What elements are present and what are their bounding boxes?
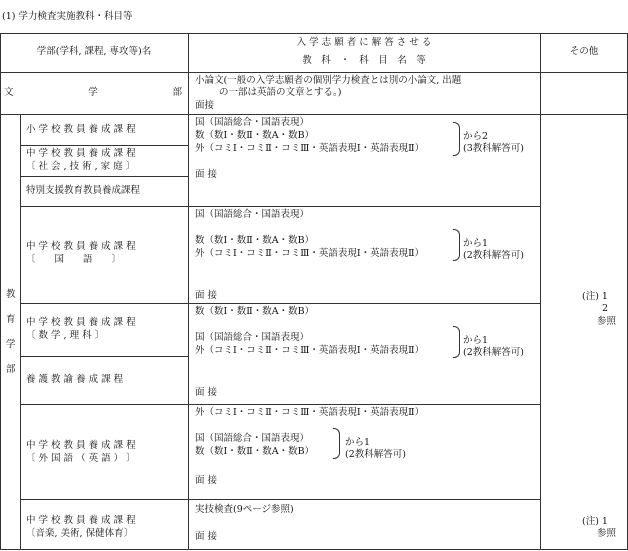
header-department-name: 学部(学科, 課程, 専攻等)名 — [36, 46, 152, 57]
kyoiku-char-2: 育 — [6, 314, 16, 325]
b-subject-japanese: 国（国語総合・国語表現） — [195, 209, 310, 220]
course-junior-japanese-l1: 中 学 校 教 員 養 成 課 程 — [26, 241, 136, 252]
b-subject-math: 数（数Ⅰ・数Ⅱ・数A・数B） — [195, 235, 315, 246]
e-practical-exam: 実技検査(9ページ参照) — [195, 504, 294, 515]
header-other: その他 — [569, 46, 599, 57]
a-interview: 面 接 — [195, 169, 218, 180]
course-special-support: 特別支援教育教員養成課程 — [26, 185, 141, 196]
a-subject-english: 外（コミⅠ・コミⅡ・コミⅢ・英語表現Ⅰ・英語表現Ⅱ） — [195, 143, 425, 154]
remark-see-e: 参照 — [597, 528, 617, 539]
course-junior-math-l1: 中 学 校 教 員 養 成 課 程 — [26, 317, 136, 328]
c-interview: 面 接 — [195, 387, 218, 398]
course-junior-social-l1: 中 学 校 教 員 養 成 課 程 — [26, 148, 136, 159]
d-subject-japanese: 国（国語総合・国語表現） — [195, 433, 310, 444]
b-choose: から1 — [463, 238, 489, 249]
kyoiku-char-3: 学 — [6, 339, 16, 350]
course-junior-arts-l1: 中 学 校 教 員 養 成 課 程 — [26, 515, 136, 526]
a-subject-math: 数（数Ⅰ・数Ⅱ・数A・数B） — [195, 130, 315, 141]
remark-note-1: (注) 1 — [582, 291, 608, 302]
a-choose: から2 — [463, 131, 489, 142]
header-subjects-line1: 入 学 志 願 者 に 解 答 さ せ る — [296, 37, 432, 48]
c-note: (2教科解答可) — [463, 347, 524, 358]
bungakubu-name: 文 学 部 — [4, 87, 182, 98]
bungakubu-essay-line2: の一部は英語の文章とする。) — [219, 87, 342, 98]
c-subject-japanese: 国（国語総合・国語表現） — [195, 332, 310, 343]
header-subjects-line2: 教 科 ・ 科 目 名 等 — [302, 55, 426, 66]
course-junior-arts-l2: 〔音楽, 美術, 保健体育〕 — [26, 528, 134, 539]
b-interview: 面 接 — [195, 290, 218, 301]
b-note: (2教科解答可) — [463, 250, 524, 261]
remark-note-2: 2 — [602, 303, 609, 314]
d-note: (2教科解答可) — [345, 449, 406, 460]
course-junior-social-l2: 〔 社 会 , 技 術 , 家 庭 〕 — [26, 161, 136, 172]
e-interview: 面 接 — [195, 531, 218, 542]
kyoiku-char-1: 教 — [6, 289, 16, 300]
course-junior-math-l2: 〔 数 学 , 理 科 〕 — [26, 330, 105, 341]
remark-note-e: (注) 1 — [582, 516, 608, 527]
c-subject-math: 数（数Ⅰ・数Ⅱ・数A・数B） — [195, 306, 315, 317]
b-subject-english: 外（コミⅠ・コミⅡ・コミⅢ・英語表現Ⅰ・英語表現Ⅱ） — [195, 248, 425, 259]
c-brace — [453, 326, 460, 358]
course-junior-english-l2: 〔 外 国 語 （ 英 語 ） 〕 — [26, 453, 136, 464]
course-junior-japanese-l2: 〔 国 語 〕 — [26, 254, 122, 265]
course-junior-english-l1: 中 学 校 教 員 養 成 課 程 — [26, 440, 136, 451]
a-subject-japanese: 国（国語総合・国語表現） — [195, 117, 310, 128]
bungakubu-essay-line1: 小論文(一般の入学志願者の個別学力検査とは別の小論文, 出題 — [195, 75, 462, 86]
a-note: (3教科解答可) — [463, 143, 524, 154]
c-subject-english: 外（コミⅠ・コミⅡ・コミⅢ・英語表現Ⅰ・英語表現Ⅱ） — [195, 345, 425, 356]
section-title: (1) 学力検査実施教科・科目等 — [2, 11, 133, 22]
course-elementary: 小 学 校 教 員 養 成 課 程 — [26, 124, 136, 135]
bungakubu-interview: 面接 — [195, 100, 215, 111]
a-brace — [453, 122, 460, 156]
remark-see: 参照 — [597, 316, 617, 327]
d-choose: から1 — [345, 437, 371, 448]
d-brace — [333, 428, 340, 459]
kyoiku-char-4: 部 — [6, 364, 16, 375]
b-brace — [453, 229, 460, 261]
d-interview: 面 接 — [195, 475, 218, 486]
course-school-nurse: 養 護 教 諭 養 成 課 程 — [26, 374, 124, 385]
d-subject-english: 外（コミⅠ・コミⅡ・コミⅢ・英語表現Ⅰ・英語表現Ⅱ） — [195, 407, 425, 418]
d-subject-math: 数（数Ⅰ・数Ⅱ・数A・数B） — [195, 446, 315, 457]
c-choose: から1 — [463, 335, 489, 346]
